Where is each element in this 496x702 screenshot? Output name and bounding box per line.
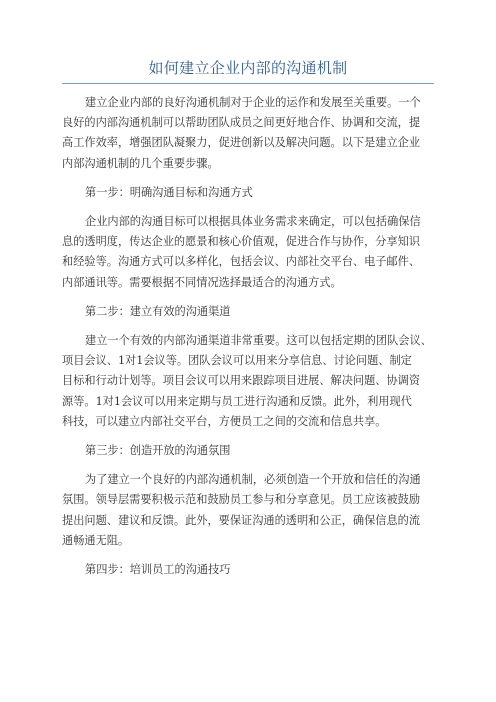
title-underline [62,83,434,84]
step2-heading: 第二步：建立有效的沟通渠道 [85,304,231,318]
document-body [62,93,434,580]
paragraph-line: 良好的内部沟通机制可以帮助团队成员之间更好地合作、协调和交流，提 [62,116,421,130]
step1-heading: 第一步：明确沟通目标和沟通方式 [85,185,253,199]
paragraph-line: 目标和行动计划等。项目会议可以用来跟踪项目进展、解决问题、协调资 [62,374,421,388]
document-title: 如何建立企业内部的沟通机制 [148,59,348,77]
paragraph-line: 项目会议、1对1会议等。团队会议可以用来分享信息、讨论问题、制定 [62,354,412,368]
paragraph-line: 内部通讯等。需要根据不同情况选择最适合的沟通方式。 [62,275,342,289]
paragraph-line: 企业内部的沟通目标可以根据具体业务需求来确定，可以包括确保信 [85,215,421,229]
paragraph-line: 息的透明度，传达企业的愿景和核心价值观，促进合作与协作，分享知识 [62,235,421,249]
paragraph-line: 科技，可以建立内部社交平台，方便员工之间的交流和信息共享。 [62,414,387,428]
paragraph-line: 通畅通无阻。 [62,533,130,547]
paragraph-line: 建立企业内部的良好沟通机制对于企业的运作和发展至关重要。一个 [85,96,421,109]
paragraph-line: 建立一个有效的内部沟通渠道非常重要。这可以包括定期的团队会议、 [85,334,432,348]
step3-paragraph [62,470,434,551]
paragraph-line: 内部沟通机制的几个重要步骤。 [62,156,219,170]
paragraph-line: 高工作效率，增强团队凝聚力，促进创新以及解决问题。以下是建立企业 [62,136,421,150]
paragraph-line: 源等。1对1会议可以用来定期与员工进行沟通和反馈。此外，利用现代 [62,394,412,408]
paragraph-line: 氛围。领导层需要积极示范和鼓励员工参与和分享意见。员工应该被鼓励 [62,493,421,507]
step2-paragraph [62,331,434,432]
step4-heading: 第四步：培训员工的沟通技巧 [85,563,231,577]
paragraph-line: 和经验等。沟通方式可以多样化，包括会议、内部社交平台、电子邮件、 [62,255,421,269]
step1-paragraph [62,212,434,293]
step3-heading: 第三步：创造开放的沟通氛围 [85,444,231,458]
paragraph-line: 提出问题、建议和反馈。此外，要保证沟通的透明和公正，确保信息的流 [62,513,421,527]
paragraph-line: 为了建立一个良好的内部沟通机制，必须创造一个开放和信任的沟通 [85,473,421,487]
intro-paragraph [62,93,434,174]
